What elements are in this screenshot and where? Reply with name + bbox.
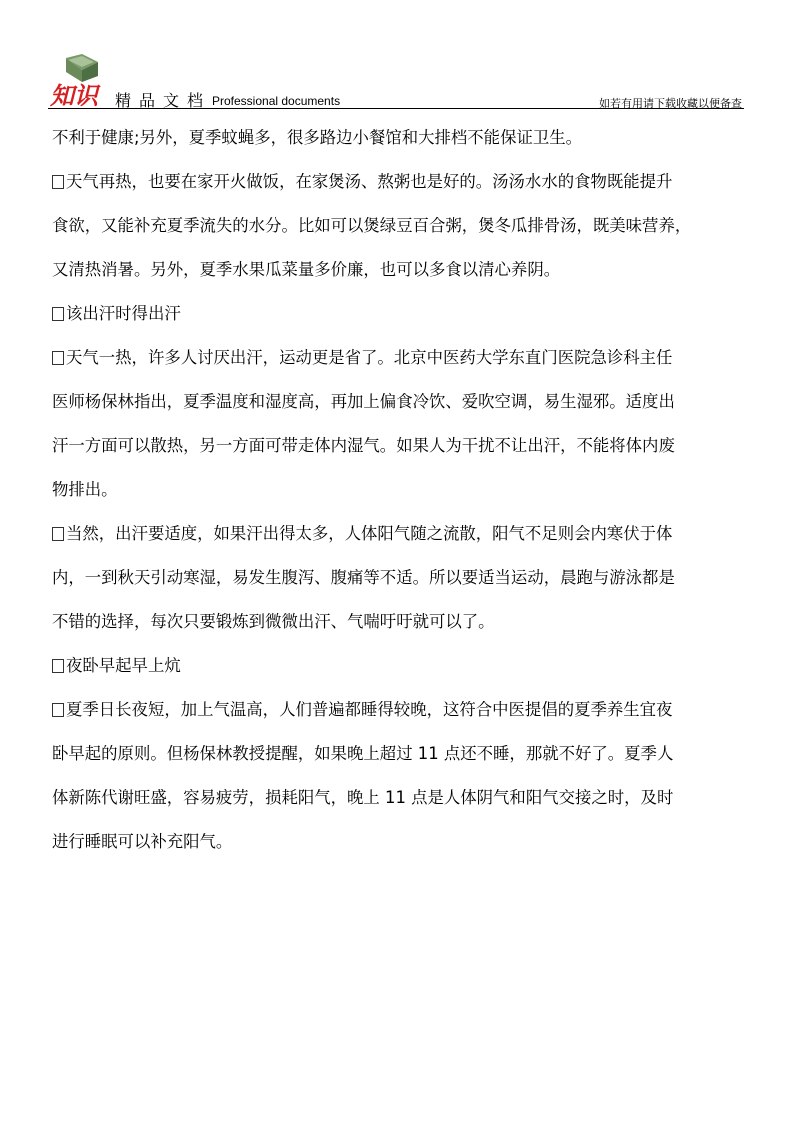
text-line (52, 298, 752, 342)
bullet-box-icon (52, 175, 64, 189)
line-text: 该出汗时得出汗 (66, 304, 181, 323)
line-text: 食欲，又能补充夏季流失的水分。比如可以煲绿豆百合粥，煲冬瓜排骨汤，既美味营养， (52, 216, 692, 235)
line-text: 天气再热，也要在家开火做饭，在家煲汤、熬粥也是好的。汤汤水水的食物既能提升 (66, 172, 673, 191)
text-line (52, 210, 752, 254)
text-line (52, 650, 752, 694)
bullet-box-icon (52, 351, 64, 365)
brand-title: 精品文档 (115, 91, 212, 110)
text-line (52, 826, 752, 870)
text-line (52, 386, 752, 430)
text-line (52, 122, 752, 166)
bullet-box-icon (52, 659, 64, 673)
text-line (52, 606, 752, 650)
line-text: 医师杨保林指出，夏季温度和湿度高，再加上偏食冷饮、爱吹空调，易生湿邪。适度出 (52, 392, 675, 411)
text-line (52, 342, 752, 386)
line-text: 卧早起的原则。但杨保林教授提醒，如果晚上超过 11 点还不睡，那就不好了。夏季人 (52, 744, 674, 763)
line-text: 不错的选择，每次只要锻炼到微微出汗、气喘吁吁就可以了。 (52, 612, 495, 631)
text-line (52, 474, 752, 518)
book-logo-icon (48, 50, 110, 108)
text-line (52, 254, 752, 298)
svg-text:知识: 知识 (50, 81, 98, 108)
bullet-box-icon (52, 307, 64, 321)
line-text: 又清热消暑。另外，夏季水果瓜菜量多价廉，也可以多食以清心养阴。 (52, 260, 561, 279)
line-text: 天气一热，许多人讨厌出汗，运动更是省了。北京中医药大学东直门医院急诊科主任 (66, 348, 673, 367)
text-line (52, 166, 752, 210)
line-text: 物排出。 (52, 480, 118, 499)
header-divider (48, 108, 744, 109)
text-line (52, 782, 752, 826)
text-line (52, 694, 752, 738)
line-text: 夜卧早起早上炕 (66, 656, 181, 675)
line-text: 进行睡眠可以补充阳气。 (52, 832, 233, 851)
line-text: 内，一到秋天引动寒湿，易发生腹泻、腹痛等不适。所以要适当运动，晨跑与游泳都是 (52, 568, 675, 587)
line-text: 体新陈代谢旺盛，容易疲劳，损耗阳气，晚上 11 点是人体阴气和阳气交接之时，及时 (52, 788, 674, 807)
bullet-box-icon (52, 703, 64, 717)
bullet-box-icon (52, 527, 64, 541)
text-line (52, 430, 752, 474)
page-header (0, 0, 794, 112)
line-text: 不利于健康;另外，夏季蚊蝇多，很多路边小餐馆和大排档不能保证卫生。 (52, 128, 583, 147)
line-text: 当然，出汗要适度，如果汗出得太多，人体阳气随之流散，阳气不足则会内寒伏于体 (66, 524, 673, 543)
line-text: 夏季日长夜短，加上气温高，人们普遍都睡得较晚，这符合中医提倡的夏季养生宜夜 (66, 700, 673, 719)
brand-subtitle: Professional documents (212, 94, 341, 108)
line-text: 汗一方面可以散热，另一方面可带走体内湿气。如果人为干扰不让出汗，不能将体内废 (52, 436, 675, 455)
text-line (52, 562, 752, 606)
text-line (52, 738, 752, 782)
document-body (52, 122, 752, 870)
text-line (52, 518, 752, 562)
header-note: 如若有用请下载收藏以便备查 (599, 97, 742, 110)
